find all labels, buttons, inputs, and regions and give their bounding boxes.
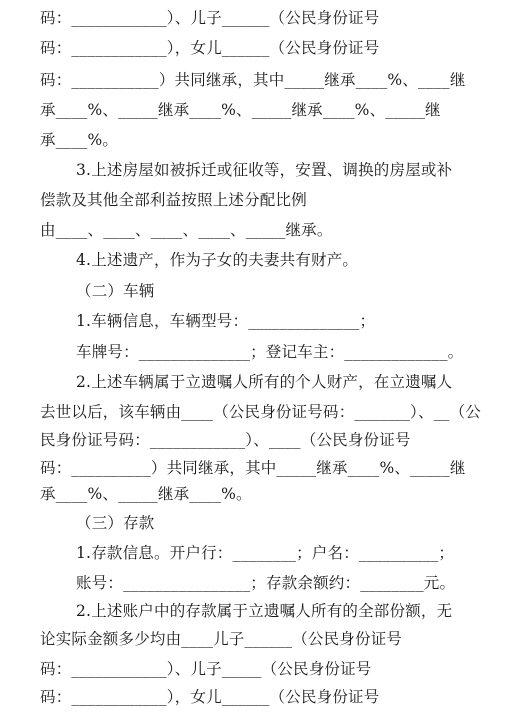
- text-line: [0, 95, 508, 125]
- text-line: [0, 65, 508, 95]
- text-line: [0, 397, 508, 427]
- line-text: 2.上述账户中的存款属于立遗嘱人所有的全部份额，无: [76, 602, 453, 620]
- line-text: 码：____________），女儿______（公民身份证号: [40, 688, 380, 706]
- text-line: [0, 425, 508, 455]
- text-line: [0, 367, 508, 397]
- line-text: 承____%、_____继承____%。: [40, 485, 252, 503]
- text-line: [0, 337, 508, 367]
- text-line: [0, 479, 508, 509]
- line-text: 承____%、_____继承____%、_____继承____%、_____继: [40, 101, 441, 119]
- text-line: [0, 654, 508, 684]
- text-line: [0, 276, 508, 306]
- line-text: 码：____________），女儿______（公民身份证号: [40, 39, 380, 57]
- line-text: 4.上述遗产，作为子女的夫妻共有财产。: [76, 251, 359, 269]
- text-line: [0, 682, 508, 712]
- text-line: [0, 538, 508, 568]
- line-text: 由____、____、____、____、_____继承。: [40, 221, 333, 239]
- line-text: 码：__________）共同继承，其中_____继承____%、_____继: [40, 459, 466, 477]
- text-line: [0, 185, 508, 215]
- line-text: 承____%。: [40, 131, 119, 149]
- line-text: （三）存款: [76, 514, 155, 532]
- line-text: （二）车辆: [76, 282, 155, 300]
- text-line: [0, 508, 508, 538]
- line-text: 账号：________________；存款余额约：________元。: [76, 574, 456, 592]
- text-line: [0, 568, 508, 598]
- text-line: [0, 125, 508, 155]
- line-text: 码：___________）共同继承，其中_____继承____%、____继: [40, 71, 466, 89]
- text-line: [0, 624, 508, 654]
- text-line: [0, 596, 508, 626]
- line-text: 车牌号：______________；登记车主：_____________。: [76, 343, 464, 361]
- text-line: [0, 215, 508, 245]
- text-line: [0, 155, 508, 185]
- text-line: [0, 245, 508, 275]
- line-text: 码：____________）、儿子______（公民身份证号: [40, 9, 380, 27]
- line-text: 3.上述房屋如被拆迁或征收等，安置、调换的房屋或补: [76, 161, 453, 179]
- line-text: 论实际金额多少均由____儿子______（公民身份证号: [40, 630, 403, 648]
- text-line: [0, 33, 508, 63]
- text-line: [0, 3, 508, 33]
- line-text: 2.上述车辆属于立遗嘱人所有的个人财产，在立遗嘱人: [76, 373, 453, 391]
- line-text: 1.存款信息。开户行：________；户名：__________；: [76, 544, 455, 562]
- text-line: [0, 306, 508, 336]
- line-text: 去世以后，该车辆由____（公民身份证号码：_______）、__（公: [40, 403, 482, 421]
- line-text: 民身份证号码：____________）、____（公民身份证号: [40, 431, 411, 449]
- line-text: 1.车辆信息，车辆型号：______________；: [76, 312, 376, 330]
- line-text: 偿款及其他全部利益按照上述分配比例: [40, 191, 307, 209]
- line-text: 码：____________）、儿子_____（公民身份证号: [40, 660, 372, 678]
